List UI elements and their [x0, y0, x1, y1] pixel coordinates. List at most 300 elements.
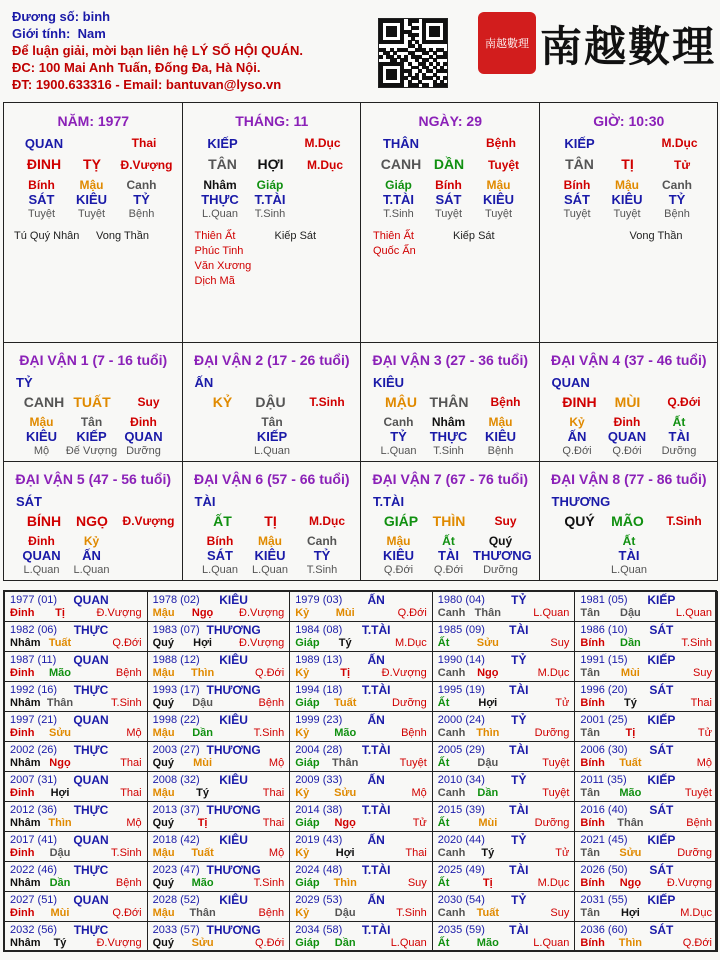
shen-sha: Thiên Ất — [194, 230, 236, 242]
year-stem: Canh — [437, 847, 466, 859]
year-ten-god: QUAN — [73, 653, 109, 667]
dai-van-title: ĐẠI VẬN 4 (37 - 46 tuổi) — [550, 352, 707, 368]
dai-van-hidden-state: Dưỡng — [126, 445, 161, 457]
year-life-stage: Suy — [407, 877, 427, 889]
year-label: 2015 (39) — [437, 804, 485, 816]
year-life-stage: Tuyệt — [684, 787, 712, 799]
dai-van-hidden-state: L.Quan — [610, 564, 648, 576]
dai-van-hidden-state: Q.Đới — [612, 445, 642, 457]
year-stem: Kỷ — [295, 847, 310, 859]
dai-van-hidden-state: Dưỡng — [483, 564, 518, 576]
annual-cell — [432, 831, 576, 862]
annual-luck-table — [3, 590, 717, 952]
annual-cell — [574, 681, 718, 712]
annual-cell — [574, 891, 718, 922]
year-life-stage: Thai — [690, 697, 712, 709]
year-branch: Mão — [191, 877, 214, 889]
dai-van-hidden-stem: Đinh — [28, 534, 55, 548]
year-ten-god: QUAN — [73, 593, 109, 607]
year-label: 1991 (15) — [580, 654, 628, 666]
dai-van-hidden-god: QUAN — [22, 548, 61, 563]
year-label: 1987 (11) — [10, 654, 57, 666]
dai-van-cell — [360, 342, 540, 462]
dai-van-cell — [539, 461, 719, 581]
year-life-stage: Mộ — [411, 787, 427, 799]
dai-van-stem: MẬU — [385, 394, 417, 410]
hidden-stem: Nhâm — [203, 178, 237, 192]
dai-van-hidden-god: KIÊU — [484, 429, 517, 444]
year-label: 2026 (50) — [580, 864, 628, 876]
hidden-ten-god: T.TÀI — [382, 192, 415, 207]
year-stem: Quý — [152, 877, 174, 889]
year-branch: Dậu — [620, 607, 641, 619]
year-branch: Thìn — [48, 817, 72, 829]
year-branch: Thìn — [618, 937, 642, 949]
year-life-stage: M.Dục — [537, 877, 570, 889]
year-branch: Ngọ — [334, 817, 356, 829]
pillar-cell — [182, 102, 362, 343]
year-stem: Giáp — [295, 937, 320, 949]
annual-cell — [147, 921, 291, 952]
annual-cell — [432, 591, 576, 622]
annual-cell — [574, 831, 718, 862]
dai-van-cell — [539, 342, 719, 462]
dai-van-hidden-god: THƯƠNG — [473, 548, 532, 563]
year-branch: Dần — [334, 937, 356, 949]
year-label: 1981 (05) — [580, 594, 628, 606]
dai-van-hidden-state: Q.Đới — [383, 564, 414, 576]
year-ten-god: SÁT — [649, 683, 674, 697]
year-ten-god: ẤN — [367, 653, 385, 667]
dai-van-title: ĐẠI VẬN 7 (67 - 76 tuổi) — [372, 471, 529, 487]
year-label: 1977 (01) — [10, 594, 58, 606]
dai-van-hidden-state: Bệnh — [487, 445, 514, 457]
annual-cell — [4, 771, 148, 802]
year-life-stage: T.Sinh — [681, 637, 712, 649]
qr-module — [436, 33, 440, 37]
year-ten-god: TÀI — [509, 923, 529, 937]
year-life-stage: M.Dục — [395, 637, 427, 649]
hidden-stem: Canh — [662, 178, 692, 192]
year-life-stage: Mộ — [126, 817, 142, 829]
annual-cell — [147, 771, 291, 802]
year-life-stage: Bệnh — [115, 667, 142, 679]
dai-van-hidden-god: KIẾP — [76, 429, 107, 444]
hidden-stem: Bính — [563, 178, 591, 192]
year-stem: Giáp — [295, 877, 320, 889]
year-life-stage: Đ.Vượng — [239, 637, 285, 649]
year-life-stage: Thai — [405, 847, 427, 859]
year-life-stage: Dưỡng — [392, 697, 427, 709]
annual-cell — [574, 771, 718, 802]
branch-state: Tuyệt — [487, 158, 520, 172]
annual-cell — [574, 801, 718, 832]
hidden-ten-god: SÁT — [435, 192, 462, 207]
year-branch: Thìn — [476, 727, 500, 739]
pillar-title: NĂM: 1977 — [57, 113, 130, 129]
dai-van-ten-god: TÀI — [194, 494, 216, 509]
year-label: 2019 (43) — [295, 834, 343, 846]
qr-code-icon[interactable] — [378, 18, 448, 88]
hidden-stem: Giáp — [385, 178, 412, 192]
year-ten-god: THƯƠNG — [206, 683, 261, 697]
year-branch: Tị — [55, 607, 65, 619]
year-branch: Tuất — [48, 637, 72, 649]
hidden-life-stage: Tuyệt — [434, 208, 463, 220]
year-ten-god: SÁT — [649, 923, 674, 937]
year-ten-god: THỰC — [73, 743, 109, 757]
dai-van-cell — [3, 461, 183, 581]
year-stem: Đinh — [10, 907, 35, 919]
dai-van-title: ĐẠI VẬN 2 (17 - 26 tuổi) — [193, 352, 350, 368]
year-label: 1988 (12) — [152, 654, 200, 666]
year-life-stage: M.Dục — [537, 667, 570, 679]
year-branch: Tị — [625, 727, 636, 739]
year-branch: Tý — [196, 787, 210, 799]
annual-cell — [432, 711, 576, 742]
annual-cell — [574, 591, 718, 622]
year-ten-god: KIÊU — [219, 833, 248, 847]
year-label: 2005 (29) — [437, 744, 485, 756]
life-stage: Bệnh — [486, 136, 516, 150]
annual-cell — [289, 651, 433, 682]
year-ten-god: ẤN — [367, 773, 385, 787]
annual-cell — [432, 771, 576, 802]
year-ten-god: KIÊU — [219, 653, 248, 667]
dai-van-hidden-god: KIÊU — [254, 548, 286, 563]
ten-god: QUAN — [24, 136, 64, 151]
year-branch: Dậu — [192, 697, 213, 709]
year-life-stage: L.Quan — [675, 607, 712, 619]
annual-cell — [289, 741, 433, 772]
year-life-stage: L.Quan — [533, 607, 570, 619]
life-stage: Thai — [131, 136, 157, 150]
year-ten-god: TỶ — [511, 713, 527, 727]
pillar-title: THÁNG: 11 — [235, 113, 309, 129]
year-label: 1979 (03) — [295, 594, 343, 606]
dai-van-hidden-stem: Tân — [80, 415, 103, 429]
year-life-stage: Suy — [550, 907, 570, 919]
year-ten-god: TỶ — [511, 833, 527, 847]
annual-cell — [147, 621, 291, 652]
year-branch: Dậu — [334, 907, 356, 919]
dai-van-hidden-stem: Nhâm — [431, 415, 466, 429]
hidden-life-stage: Bệnh — [128, 208, 155, 220]
dai-van-state: Q.Đới — [667, 395, 701, 409]
year-branch: Mùi — [478, 817, 498, 829]
annual-cell — [289, 711, 433, 742]
year-label: 2012 (36) — [10, 804, 58, 816]
year-branch: Thân — [474, 607, 501, 619]
phone-email-line: ĐT: 1900.633316 - Email: bantuvan@lyso.vn — [12, 77, 282, 92]
hidden-ten-god: TỶ — [668, 192, 686, 207]
year-stem: Tân — [580, 667, 600, 679]
annual-cell — [432, 921, 576, 952]
year-stem: Tân — [580, 847, 600, 859]
year-branch: Tị — [482, 877, 493, 889]
year-label: 2002 (26) — [10, 744, 58, 756]
life-stage: M.Dục — [661, 136, 698, 150]
dai-van-title: ĐẠI VẬN 8 (77 - 86 tuổi) — [550, 471, 707, 487]
dai-van-ten-god: TỶ — [16, 375, 33, 390]
ten-god: THÂN — [382, 136, 420, 151]
year-ten-god: QUAN — [73, 833, 109, 847]
year-stem: Giáp — [295, 817, 320, 829]
dai-van-stem: ẤT — [213, 513, 232, 529]
annual-cell — [574, 921, 718, 952]
year-life-stage: T.Sinh — [253, 877, 285, 889]
year-label: 1983 (07) — [152, 624, 200, 636]
year-branch: Dần — [477, 787, 499, 799]
year-branch: Mão — [476, 937, 499, 949]
hidden-life-stage: Tuyệt — [613, 208, 641, 220]
dai-van-stem: GIÁP — [383, 513, 419, 529]
year-branch: Tý — [53, 937, 67, 949]
year-branch: Hợi — [50, 787, 70, 799]
hidden-ten-god: SÁT — [28, 192, 55, 207]
dai-van-hidden-state: Dưỡng — [661, 445, 697, 457]
year-stem: Quý — [152, 637, 174, 649]
dai-van-hidden-state: T.Sinh — [306, 564, 338, 576]
year-life-stage: Mộ — [696, 757, 712, 769]
year-branch: Tị — [340, 667, 351, 679]
dai-van-hidden-god: KIÊU — [382, 548, 415, 563]
dai-van-hidden-god: QUAN — [124, 429, 163, 444]
hidden-stem: Bính — [435, 178, 462, 192]
dai-van-hidden-stem: Kỷ — [569, 415, 585, 429]
hidden-life-stage: T.Sinh — [254, 208, 286, 220]
annual-cell — [432, 891, 576, 922]
dai-van-ten-god: KIÊU — [373, 375, 405, 390]
annual-cell — [4, 861, 148, 892]
year-stem: Bính — [580, 697, 605, 709]
annual-cell — [4, 621, 148, 652]
dai-van-hidden-stem: Mậu — [29, 415, 54, 429]
shen-sha: Phúc Tinh — [194, 245, 244, 257]
year-ten-god: T.TÀI — [361, 623, 391, 637]
annual-cell — [289, 681, 433, 712]
year-life-stage: T.Sinh — [111, 697, 142, 709]
dai-van-hidden-stem: Bính — [206, 534, 234, 548]
year-stem: Mậu — [152, 907, 175, 919]
dai-van-stem: ĐINH — [562, 394, 597, 410]
hidden-stem: Mậu — [486, 178, 511, 192]
dai-van-state: Đ.Vượng — [122, 514, 175, 528]
year-ten-god: THƯƠNG — [206, 623, 261, 637]
hidden-life-stage: Tuyệt — [563, 208, 591, 220]
year-branch: Sửu — [48, 727, 72, 739]
annual-cell — [4, 651, 148, 682]
dai-van-hidden-state: L.Quan — [251, 564, 289, 576]
year-branch: Sửu — [191, 937, 214, 949]
annual-cell — [147, 891, 291, 922]
hidden-life-stage: Tuyệt — [27, 208, 56, 220]
year-label: 2020 (44) — [437, 834, 485, 846]
earthly-branch: TỴ — [83, 156, 101, 172]
year-life-stage: M.Dục — [680, 907, 712, 919]
dai-van-hidden-god: ẤN — [82, 548, 101, 563]
year-ten-god: KIẾP — [647, 713, 676, 727]
year-branch: Mùi — [50, 907, 70, 919]
year-stem: Nhâm — [10, 937, 41, 949]
earthly-branch: HỢI — [257, 156, 284, 172]
year-ten-god: SÁT — [649, 803, 674, 817]
year-ten-god: T.TÀI — [361, 683, 391, 697]
heavenly-stem: TÂN — [208, 156, 237, 172]
dai-van-hidden-stem: Kỷ — [83, 534, 100, 548]
year-ten-god: ẤN — [367, 893, 385, 907]
year-label: 2013 (37) — [152, 804, 200, 816]
year-label: 2028 (52) — [152, 894, 200, 906]
year-life-stage: Tuyệt — [399, 757, 427, 769]
year-branch: Dậu — [49, 847, 71, 859]
year-branch: Tý — [623, 697, 637, 709]
year-life-stage: Suy — [550, 637, 570, 649]
year-label: 1990 (14) — [437, 654, 485, 666]
dai-van-branch: MÙI — [614, 394, 641, 410]
header-info — [12, 8, 303, 93]
year-ten-god: TÀI — [509, 623, 529, 637]
dai-van-ten-god: THƯƠNG — [551, 494, 611, 509]
year-life-stage: Bệnh — [401, 727, 427, 739]
year-ten-god: T.TÀI — [361, 803, 391, 817]
year-life-stage: Mộ — [268, 757, 285, 769]
year-branch: Tý — [338, 637, 352, 649]
year-stem: Giáp — [295, 757, 320, 769]
year-stem: Ất — [437, 757, 450, 769]
year-stem: Đinh — [10, 727, 35, 739]
year-stem: Mậu — [152, 727, 175, 739]
annual-cell — [147, 831, 291, 862]
dai-van-title: ĐẠI VẬN 6 (57 - 66 tuổi) — [193, 471, 350, 487]
year-life-stage: Đ.Vượng — [96, 607, 142, 619]
red-seal-icon: 南越數理 — [478, 12, 536, 74]
year-stem: Giáp — [295, 697, 320, 709]
hidden-ten-god: KIÊU — [482, 192, 515, 207]
year-stem: Đinh — [10, 787, 35, 799]
year-ten-god: TÀI — [509, 683, 529, 697]
qr-module — [415, 19, 419, 23]
annual-cell — [289, 831, 433, 862]
year-label: 2001 (25) — [580, 714, 628, 726]
year-label: 2029 (53) — [295, 894, 343, 906]
qr-module — [379, 55, 383, 59]
year-stem: Mậu — [152, 607, 175, 619]
year-life-stage: Thai — [120, 757, 142, 769]
year-life-stage: Q.Đới — [112, 907, 142, 919]
year-ten-god: SÁT — [649, 623, 674, 637]
dai-van-title: ĐẠI VẬN 5 (47 - 56 tuổi) — [15, 471, 172, 487]
dai-van-hidden-stem: Đinh — [130, 415, 157, 429]
year-branch: Ngọ — [191, 607, 214, 619]
year-label: 2035 (59) — [437, 924, 485, 936]
year-stem: Bính — [580, 637, 605, 649]
year-branch: Mùi — [620, 667, 640, 679]
dai-van-hidden-stem: Mậu — [386, 534, 411, 548]
year-label: 2027 (51) — [10, 894, 58, 906]
dai-van-ten-god: SÁT — [16, 494, 42, 509]
year-label: 1982 (06) — [10, 624, 58, 636]
dai-van-hidden-stem: Canh — [307, 534, 337, 548]
year-label: 2032 (56) — [10, 924, 58, 936]
year-label: 2006 (30) — [580, 744, 628, 756]
year-ten-god: QUAN — [73, 893, 109, 907]
dai-van-hidden-god: KIẾP — [256, 429, 288, 444]
year-branch: Sửu — [476, 637, 499, 649]
hidden-ten-god: T.TÀI — [254, 192, 286, 207]
year-ten-god: THỰC — [73, 923, 109, 937]
annual-cell — [289, 621, 433, 652]
year-branch: Hợi — [335, 847, 355, 859]
year-stem: Tân — [580, 907, 600, 919]
year-stem: Mậu — [152, 847, 175, 859]
year-stem: Quý — [152, 757, 174, 769]
year-stem: Kỷ — [295, 787, 310, 799]
dai-van-branch: MÃO — [611, 513, 644, 529]
year-life-stage: Tuyệt — [542, 787, 570, 799]
owner-label: Đương số: — [12, 9, 80, 24]
dai-van-hidden-stem: Ất — [672, 415, 686, 429]
year-ten-god: TỶ — [511, 653, 527, 667]
annual-cell — [432, 621, 576, 652]
year-branch: Thìn — [190, 667, 215, 679]
year-stem: Nhâm — [10, 877, 41, 889]
year-ten-god: ẤN — [367, 593, 385, 607]
year-stem: Đinh — [10, 667, 35, 679]
heavenly-stem: ĐINH — [26, 156, 62, 172]
annual-cell — [4, 921, 148, 952]
year-life-stage: Tử — [412, 817, 427, 829]
brand-logo: 南越數理 — [540, 22, 717, 71]
hidden-ten-god: KIÊU — [611, 192, 643, 207]
hidden-ten-god: KIÊU — [75, 192, 108, 207]
year-stem: Ất — [437, 637, 450, 649]
annual-cell — [289, 771, 433, 802]
dai-van-hidden-stem: Ất — [442, 534, 455, 548]
year-label: 2023 (47) — [152, 864, 200, 876]
dai-van-cell — [182, 461, 362, 581]
dai-van-hidden-stem: Canh — [383, 415, 414, 429]
qr-module — [393, 76, 397, 80]
year-stem: Bính — [580, 817, 605, 829]
qr-module — [443, 83, 447, 87]
year-label: 1997 (21) — [10, 714, 58, 726]
year-stem: Bính — [580, 937, 605, 949]
annual-cell — [4, 711, 148, 742]
year-ten-god: TÀI — [509, 863, 529, 877]
year-stem: Bính — [580, 757, 605, 769]
dai-van-hidden-state: Mộ — [33, 445, 50, 457]
year-label: 2021 (45) — [580, 834, 628, 846]
shen-sha: Kiếp Sát — [274, 230, 317, 242]
qr-module — [415, 33, 419, 37]
annual-cell — [289, 801, 433, 832]
annual-cell — [147, 801, 291, 832]
year-stem: Giáp — [295, 637, 320, 649]
year-life-stage: Q.Đới — [254, 937, 285, 949]
dai-van-hidden-god: TÀI — [618, 548, 640, 563]
year-stem: Bính — [580, 877, 605, 889]
annual-cell — [432, 741, 576, 772]
year-label: 1980 (04) — [437, 594, 485, 606]
year-life-stage: Bệnh — [258, 697, 285, 709]
dai-van-branch: NGỌ — [76, 513, 108, 529]
year-stem: Tân — [580, 607, 600, 619]
dai-van-branch: THÌN — [432, 513, 466, 529]
hidden-life-stage: Tuyệt — [77, 208, 106, 220]
year-branch: Sửu — [334, 787, 357, 799]
dai-van-hidden-stem: Ất — [622, 534, 636, 548]
